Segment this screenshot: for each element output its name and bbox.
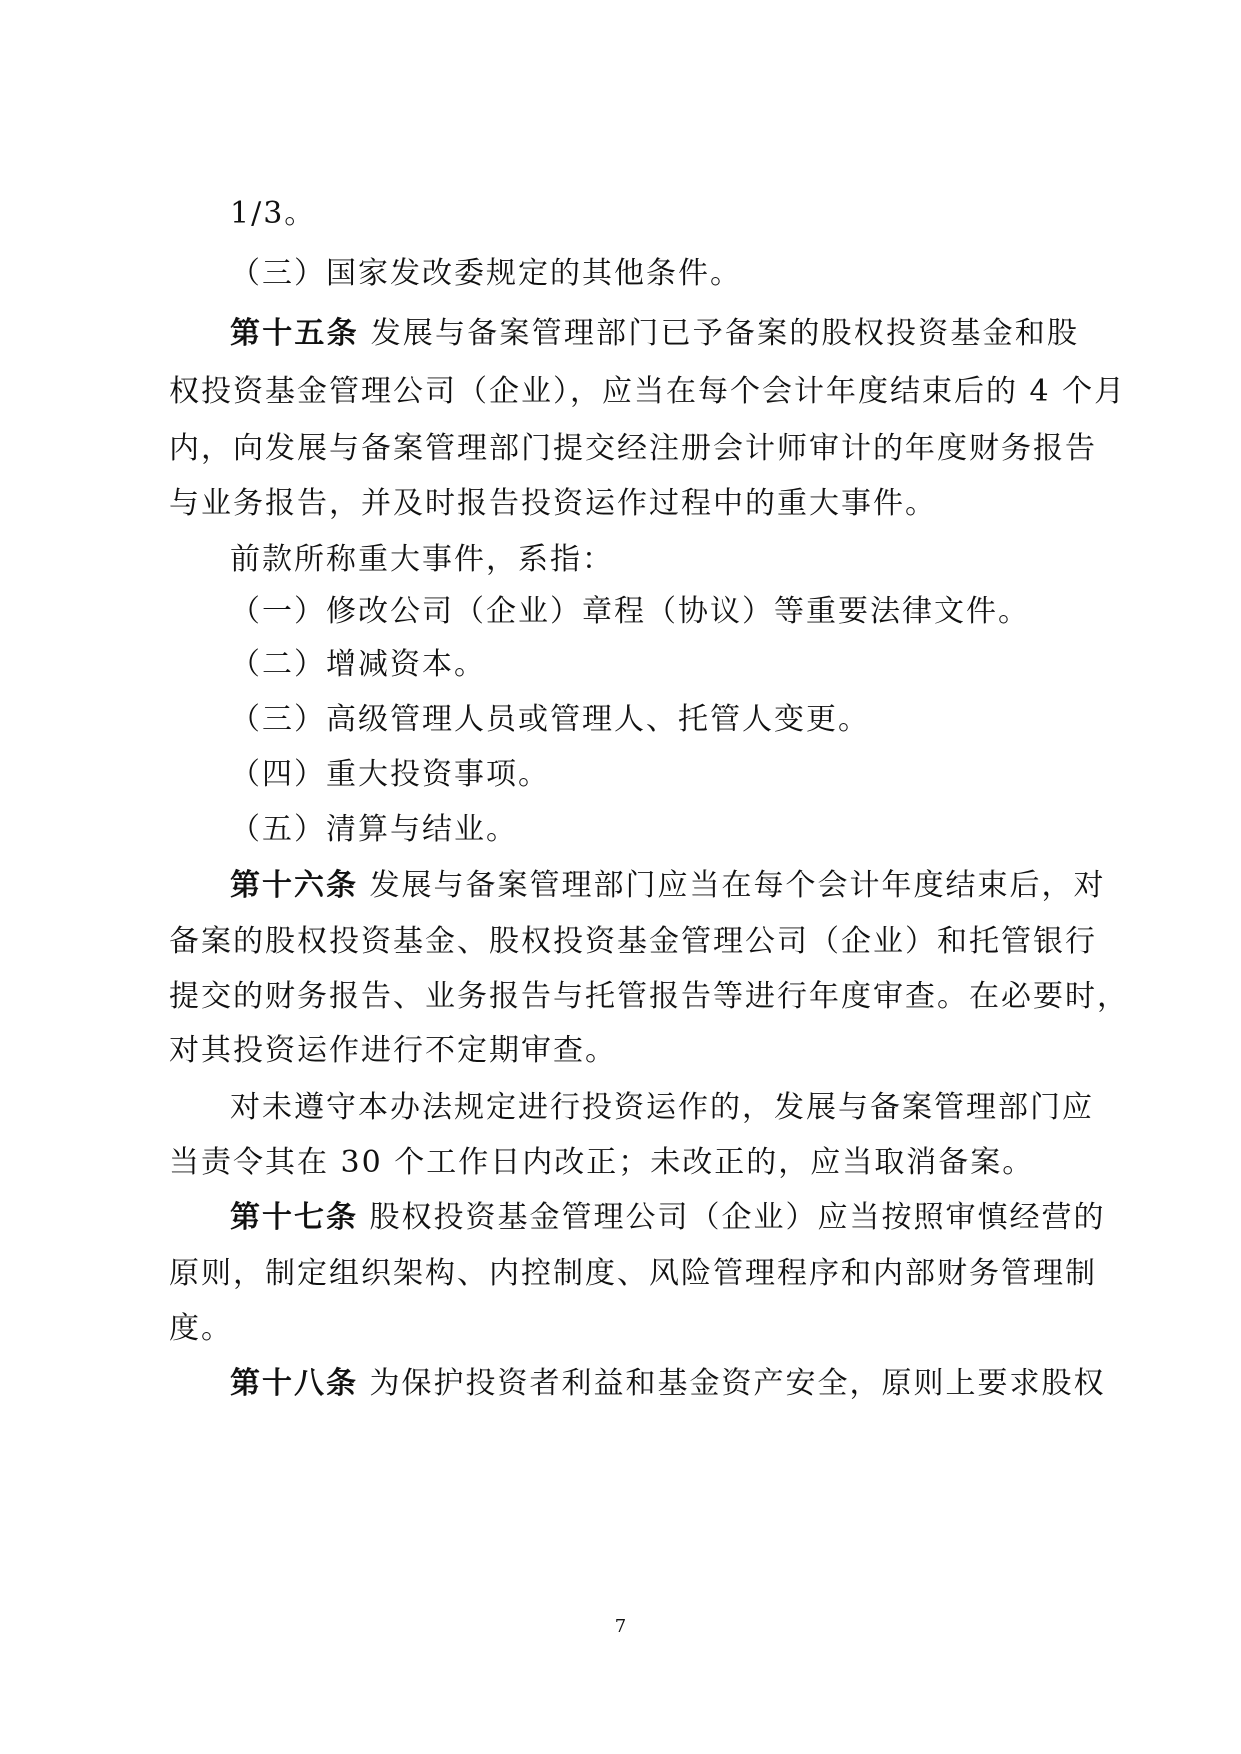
list-item: （四）重大投资事项。: [230, 757, 550, 792]
text-line: 备案的股权投资基金、股权投资基金管理公司（企业）和托管银行: [169, 924, 1097, 959]
text-line: （三）国家发改委规定的其他条件。: [230, 256, 742, 291]
article-17-first-line: 第十七条 股权投资基金管理公司（企业）应当按照审慎经营的: [230, 1200, 1106, 1235]
article-heading: 第十八条: [230, 1366, 358, 1401]
article-15-first-line: 第十五条 发展与备案管理部门已予备案的股权投资基金和股: [230, 316, 1079, 351]
page-number: 7: [614, 1616, 627, 1637]
text-line: 1/3。: [230, 196, 317, 231]
article-18-first-line: 第十八条 为保护投资者利益和基金资产安全，原则上要求股权: [230, 1366, 1106, 1401]
list-item: （一）修改公司（企业）章程（协议）等重要法律文件。: [230, 594, 1030, 629]
article-heading: 第十六条: [230, 868, 358, 903]
text-line: 提交的财务报告、业务报告与托管报告等进行年度审查。在必要时，: [169, 979, 1129, 1014]
text-line: 与业务报告，并及时报告投资运作过程中的重大事件。: [169, 486, 937, 521]
list-item: （三）高级管理人员或管理人、托管人变更。: [230, 702, 870, 737]
list-item: （二）增减资本。: [230, 647, 486, 682]
list-item: （五）清算与结业。: [230, 812, 518, 847]
article-heading: 第十五条: [230, 316, 359, 351]
text-line: 原则，制定组织架构、内控制度、风险管理程序和内部财务管理制: [169, 1256, 1097, 1291]
text-line: 权投资基金管理公司（企业），应当在每个会计年度结束后的 4 个月: [169, 374, 1127, 409]
text-line: 度。: [169, 1311, 233, 1346]
text-line: 对其投资运作进行不定期审查。: [169, 1033, 617, 1068]
text-line: 当责令其在 30 个工作日内改正；未改正的，应当取消备案。: [169, 1145, 1035, 1180]
text-line: 对未遵守本办法规定进行投资运作的，发展与备案管理部门应: [230, 1090, 1094, 1125]
text-line: 内，向发展与备案管理部门提交经注册会计师审计的年度财务报告: [169, 431, 1097, 466]
text-line: 前款所称重大事件，系指：: [230, 542, 614, 577]
article-heading: 第十七条: [230, 1200, 358, 1235]
article-16-first-line: 第十六条 发展与备案管理部门应当在每个会计年度结束后，对: [230, 868, 1106, 903]
